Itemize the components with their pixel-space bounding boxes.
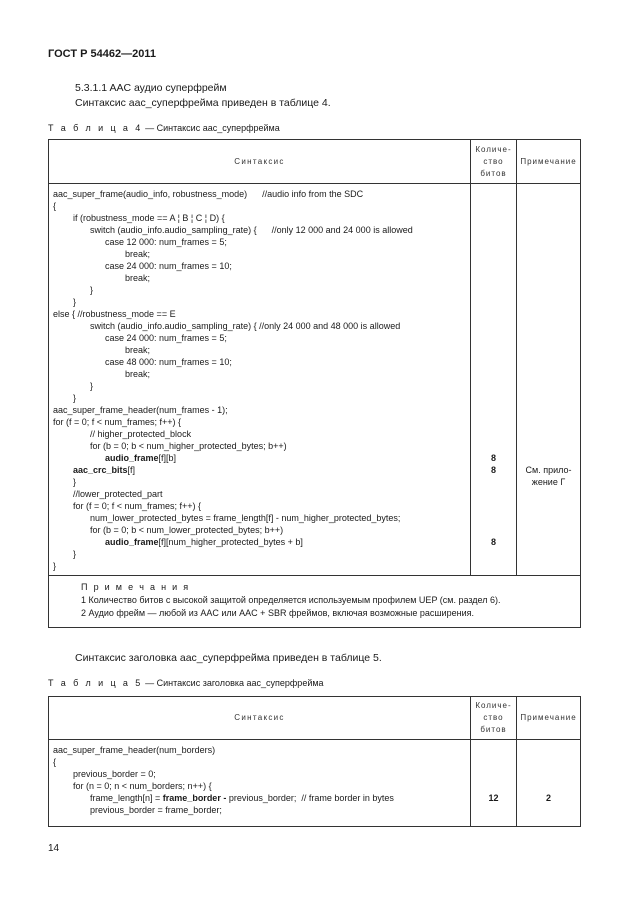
code-text: switch (audio_info.audio_sampling_rate) { — [90, 225, 257, 235]
code-text: break; — [125, 369, 151, 379]
code-line — [90, 320, 400, 332]
note-item: 2 Аудио фрейм — любой из AAC или AAC + SBR фреймов, включая возможные расширения. — [81, 608, 474, 618]
code-line — [90, 792, 394, 804]
page-number: 14 — [48, 843, 60, 854]
code-text: previous_border = 0; — [73, 769, 156, 779]
bit-count: 8 — [490, 453, 496, 463]
bit-count: 12 — [488, 793, 499, 803]
code-comment: //only 12 000 and 24 000 is allowed — [256, 225, 413, 235]
note-item: 1 Количество битов с высокой защитой определяется используемым профилем UEP (см. раздел 6). — [81, 595, 501, 605]
code-text: for (f = 0; f < num_frames; f++) { — [73, 501, 202, 511]
code-text: case 24 000: num_frames = 10; — [105, 261, 232, 271]
code-line — [73, 768, 156, 780]
table4-head-bits — [471, 140, 517, 184]
head-bits-line: ство — [483, 156, 504, 166]
code-line — [125, 344, 150, 356]
head-bits-line: битов — [480, 725, 507, 734]
code-line — [105, 452, 176, 464]
code-text: [f] — [127, 465, 136, 475]
head-bits-line: Количе- — [475, 144, 512, 154]
table5-caption — [48, 678, 324, 688]
code-line — [90, 224, 413, 236]
table4-caption-prefix: Т а б л и ц а 4 — [48, 123, 143, 133]
code-text: for (f = 0; f < num_frames; f++) { — [53, 417, 182, 427]
note-text: См. прило- — [525, 465, 572, 475]
table4-head-note: Примечание — [517, 140, 581, 184]
bit-count: 8 — [490, 465, 496, 475]
table4-notes — [49, 576, 581, 628]
syntax-element: aac_crc_bits — [73, 465, 128, 475]
table4-note-column — [517, 184, 580, 575]
code-line — [53, 188, 363, 200]
code-line — [73, 392, 76, 404]
code-text: else { //robustness_mode == E — [53, 309, 176, 319]
table5-head-bits — [471, 697, 517, 740]
code-line — [73, 476, 76, 488]
code-line — [73, 548, 76, 560]
code-text: frame_length[n] = — [90, 793, 163, 803]
syntax-element: audio_frame — [105, 537, 159, 547]
code-line — [90, 804, 222, 816]
code-text: } — [73, 393, 77, 403]
note-text: 2 — [545, 793, 551, 803]
code-line — [53, 404, 228, 416]
code-text: } — [73, 297, 77, 307]
code-text: for (b = 0; b < num_lower_protected_bytes; b++) — [90, 525, 284, 535]
code-text: for (b = 0; b < num_higher_protected_bytes; b++) — [90, 441, 287, 451]
code-line — [105, 332, 227, 344]
code-text: break; — [125, 249, 151, 259]
code-line — [53, 744, 215, 756]
table4-head-syntax: Синтаксис — [49, 140, 471, 184]
code-text: aac_super_frame_header(num_frames - 1); — [53, 405, 228, 415]
code-line — [73, 488, 163, 500]
table5 — [48, 696, 581, 827]
code-line — [125, 248, 150, 260]
table4-code-block — [49, 184, 470, 575]
code-text: { — [53, 201, 57, 211]
table5-caption-prefix: Т а б л и ц а 5 — [48, 678, 143, 688]
code-line — [53, 756, 56, 768]
section-title: 5.3.1.1 AAC аудио суперфрейм — [75, 82, 227, 94]
bit-count: 8 — [490, 537, 496, 547]
code-line — [90, 512, 400, 524]
head-bits-line: ство — [483, 713, 504, 722]
head-bits-line: Количе- — [475, 701, 512, 710]
code-text: aac_super_frame(audio_info, robustness_mode) — [53, 189, 248, 199]
code-line — [53, 308, 176, 320]
code-text: // higher_protected_block — [90, 429, 192, 439]
table5-code-block — [49, 740, 470, 826]
code-line — [73, 212, 225, 224]
table5-caption-text: — Синтаксис заголовка aac_суперфрейма — [142, 678, 324, 688]
code-text: } — [73, 549, 77, 559]
section-intro: Синтаксис aac_суперфрейма приведен в таблице 4. — [75, 97, 331, 109]
code-line — [73, 296, 76, 308]
table4-caption — [48, 123, 280, 133]
code-line — [53, 560, 56, 572]
code-line — [53, 416, 181, 428]
code-line — [73, 464, 135, 476]
notes-title: П р и м е ч а н и я — [81, 582, 190, 592]
code-text: num_lower_protected_bytes = frame_length[f] - num_higher_protected_bytes; — [90, 513, 401, 523]
syntax-element: frame_border - — [162, 793, 227, 803]
code-text: case 48 000: num_frames = 10; — [105, 357, 232, 367]
code-line — [105, 536, 303, 548]
code-line — [90, 284, 93, 296]
code-line — [53, 200, 56, 212]
table5-bits-column — [471, 740, 516, 826]
code-text: case 24 000: num_frames = 5; — [105, 333, 227, 343]
code-line — [90, 428, 191, 440]
code-text: break; — [125, 273, 151, 283]
table4-bits-column — [471, 184, 516, 575]
syntax-element: audio_frame — [105, 453, 159, 463]
code-text: [f][num_higher_protected_bytes + b] — [158, 537, 303, 547]
code-line — [105, 260, 232, 272]
table5-head-syntax: Синтаксис — [49, 697, 471, 740]
table5-head-note: Примечание — [517, 697, 581, 740]
code-text: } — [73, 477, 77, 487]
table4 — [48, 139, 581, 628]
document-header: ГОСТ Р 54462—2011 — [48, 48, 156, 60]
head-bits-line: битов — [480, 168, 507, 178]
code-line — [73, 780, 212, 792]
code-text: case 12 000: num_frames = 5; — [105, 237, 227, 247]
code-line — [105, 236, 227, 248]
code-text: previous_border; // frame border in bytes — [226, 793, 394, 803]
code-text: [f][b] — [158, 453, 177, 463]
code-text: } — [90, 285, 94, 295]
code-line — [125, 272, 150, 284]
code-text: break; — [125, 345, 151, 355]
code-comment: //audio info from the SDC — [247, 189, 364, 199]
code-line — [90, 524, 283, 536]
table5-intro: Синтаксис заголовка aac_суперфрейма приведен в таблице 5. — [75, 652, 382, 664]
code-text: switch (audio_info.audio_sampling_rate) { //only 24 000 and 48 000 is allowed — [90, 321, 401, 331]
code-line — [90, 380, 93, 392]
code-line — [73, 500, 201, 512]
code-text: for (n = 0; n < num_borders; n++) { — [73, 781, 212, 791]
note-text: жение Г — [531, 477, 566, 487]
code-text: } — [53, 561, 57, 571]
code-text: previous_border = frame_border; — [90, 805, 222, 815]
code-line — [105, 356, 232, 368]
code-text: //lower_protected_part — [73, 489, 163, 499]
code-text: aac_super_frame_header(num_borders) — [53, 745, 216, 755]
table5-note-column — [517, 740, 580, 826]
code-text: if (robustness_mode == A ¦ B ¦ C ¦ D) { — [73, 213, 225, 223]
code-line — [125, 368, 150, 380]
code-text: { — [53, 757, 57, 767]
code-line — [90, 440, 287, 452]
table4-caption-text: — Синтаксис aac_суперфрейма — [142, 123, 280, 133]
code-text: } — [90, 381, 94, 391]
